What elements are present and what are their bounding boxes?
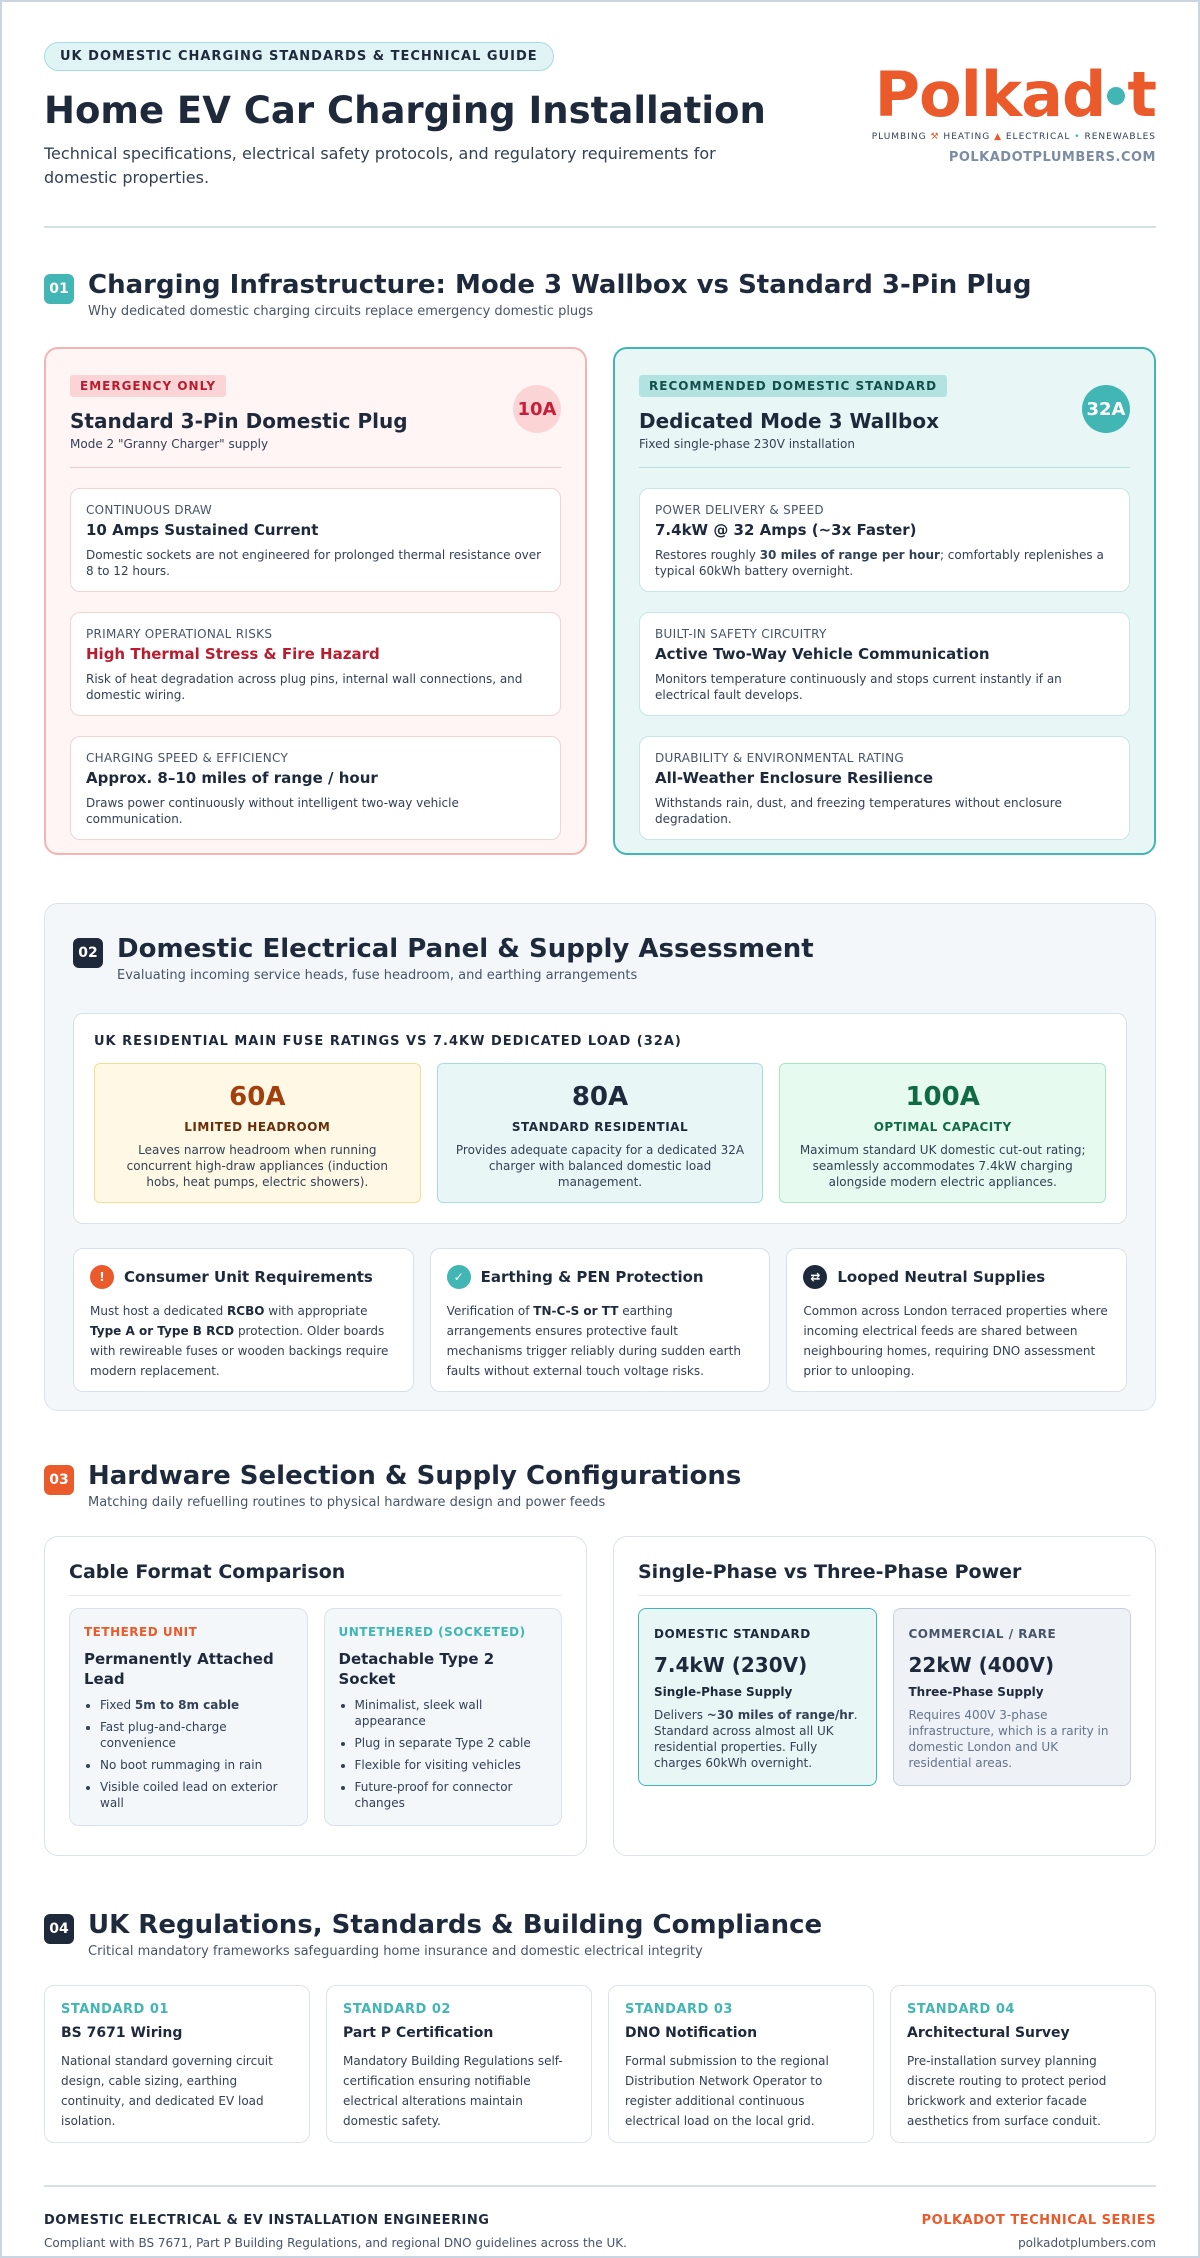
- plug-card: [44, 347, 587, 855]
- list-item: • Visible coiled lead on exterior wall: [100, 1779, 293, 1811]
- hardware-panels: [44, 1536, 1156, 1856]
- fact-label: CHARGING SPEED & EFFICIENCY: [86, 751, 289, 765]
- section-4-heading: [44, 1910, 1156, 1959]
- logo-text-left: Polkad: [874, 58, 1106, 131]
- three-phase-card: [893, 1608, 1132, 1786]
- standard-kicker: STANDARD 04: [907, 2002, 1015, 2017]
- standard-title: BS 7671 Wiring: [61, 2025, 183, 2041]
- polkadot-logo[interactable]: [872, 58, 1156, 131]
- fuse-card-100a: [779, 1063, 1106, 1203]
- fact-label: BUILT-IN SAFETY CIRCUITRY: [655, 627, 827, 641]
- plug-card-header: [70, 375, 561, 468]
- check-icon: ✓: [447, 1265, 471, 1289]
- section-3-heading: [44, 1461, 1156, 1510]
- standard-card-bs7671: [44, 1985, 310, 2143]
- section-2-subtitle: Evaluating incoming service heads, fuse headroom, and earthing arrangements: [117, 968, 638, 983]
- fact-heading: All-Weather Enclosure Resilience: [655, 769, 934, 787]
- fact-text-bold: 30 miles of range per hour: [759, 548, 940, 562]
- fuse-label: LIMITED HEADROOM: [184, 1120, 331, 1134]
- fact-text: [655, 547, 1114, 579]
- phase-type: Single-Phase Supply: [654, 1685, 793, 1699]
- tethered-name: Permanently Attached Lead: [84, 1650, 274, 1688]
- section-2-heading: [73, 934, 1127, 983]
- fact-heading-danger: High Thermal Stress & Fire Hazard: [86, 645, 380, 663]
- fact-card: [70, 612, 561, 716]
- fact-text: Domestic sockets are not engineered for prolonged thermal resistance over 8 to 12 hours.: [86, 548, 542, 578]
- logo-dot-icon: [1107, 87, 1125, 105]
- standard-kicker: STANDARD 01: [61, 2002, 169, 2017]
- plug-card-title: Standard 3-Pin Domestic Plug: [70, 409, 408, 433]
- header: [44, 2, 1156, 190]
- section-1-title: Charging Infrastructure: Mode 3 Wallbox vs Standard 3-Pin Plug: [88, 270, 1032, 300]
- leaf-icon: •: [1074, 132, 1081, 142]
- warning-icon: !: [90, 1265, 114, 1289]
- section-regulations: [44, 1910, 1156, 2143]
- req-text-bold: RCBO: [227, 1304, 265, 1318]
- footer: [44, 2213, 1156, 2250]
- fuse-card-60a: [94, 1063, 421, 1203]
- plug-card-subtitle: Mode 2 "Granny Charger" supply: [70, 437, 269, 451]
- fuse-label: OPTIMAL CAPACITY: [873, 1120, 1012, 1134]
- list-item: • Fast plug-and-charge convenience: [100, 1719, 293, 1751]
- tethered-list: [84, 1697, 293, 1811]
- untethered-list: [339, 1697, 548, 1811]
- flame-icon: ▲: [994, 132, 1002, 142]
- fuse-ratings-panel: [73, 1013, 1127, 1224]
- phase-text-part: . Standard across almost all UK residential properties. Fully charges 60kWh overnight.: [654, 1708, 858, 1770]
- req-text-part: protection. Older boards with rewireable fuses or wooden backings require modern replacement.: [90, 1324, 389, 1378]
- fact-heading: Approx. 8–10 miles of range / hour: [86, 769, 378, 787]
- tag-plumbing: PLUMBING: [871, 132, 927, 142]
- consumer-unit-card: [73, 1248, 414, 1392]
- amp-badge-32a: 32A: [1082, 385, 1130, 433]
- phase-kicker: COMMERCIAL / RARE: [908, 1627, 1057, 1641]
- section-3-subtitle: Matching daily refuelling routines to physical hardware design and power feeds: [88, 1495, 606, 1510]
- standard-kicker: STANDARD 03: [625, 2002, 733, 2017]
- req-text: Common across London terraced properties where incoming electrical feeds are shared between neighbouring homes, requiring DNO assessment prior to unlooping.: [803, 1304, 1108, 1378]
- header-divider: [44, 226, 1156, 228]
- phase-kicker: DOMESTIC STANDARD: [654, 1627, 811, 1641]
- wallbox-card: [613, 347, 1156, 855]
- emergency-only-badge: EMERGENCY ONLY: [70, 375, 226, 397]
- fact-label: POWER DELIVERY & SPEED: [655, 503, 824, 517]
- standard-text: Pre-installation survey planning discrete routing to protect period brickwork and exterior facade aesthetics from surface conduit.: [907, 2054, 1107, 2128]
- phase-power-value: 7.4kW (230V): [654, 1653, 808, 1677]
- fuse-ratings-title: UK RESIDENTIAL MAIN FUSE RATINGS VS 7.4KW DEDICATED LOAD (32A): [94, 1034, 682, 1049]
- list-item: • Minimalist, sleek wall appearance: [355, 1697, 548, 1729]
- list-item: [100, 1697, 293, 1713]
- fact-heading: 10 Amps Sustained Current: [86, 521, 319, 539]
- section-4-number: 04: [44, 1914, 74, 1944]
- phase-power-value: 22kW (400V): [908, 1653, 1055, 1677]
- footer-url-link[interactable]: polkadotplumbers.com: [1018, 2236, 1156, 2250]
- req-title: Earthing & PEN Protection: [480, 1268, 704, 1286]
- standard-text: Formal submission to the regional Distribution Network Operator to register additional continuous electrical load on the local grid.: [625, 2054, 829, 2128]
- tap-icon: ⚒: [930, 132, 940, 142]
- fuse-text: Maximum standard UK domestic cut-out rating; seamlessly accommodates 7.4kW charging alongside modern electric appliances.: [799, 1143, 1086, 1189]
- fuse-value: 80A: [571, 1082, 629, 1112]
- req-text-part: Verification of: [446, 1304, 534, 1318]
- section-panel-assessment: [44, 903, 1156, 1411]
- fact-text: Draws power continuously without intelligent two-way vehicle communication.: [86, 796, 459, 826]
- wallbox-card-header: [639, 375, 1130, 468]
- section-1-subtitle: Why dedicated domestic charging circuits replace emergency domestic plugs: [88, 304, 594, 319]
- section-charging-infrastructure: [44, 270, 1156, 855]
- standard-title: DNO Notification: [625, 2025, 758, 2041]
- req-heading: [447, 1265, 754, 1289]
- cable-format-title: Cable Format Comparison: [69, 1561, 562, 1596]
- fact-card: [639, 488, 1130, 592]
- req-text-bold: TN-C-S or TT: [533, 1304, 619, 1318]
- swap-arrows-icon: ⇄: [803, 1265, 827, 1289]
- fact-label: PRIMARY OPERATIONAL RISKS: [86, 627, 273, 641]
- footer-text: Compliant with BS 7671, Part P Building Regulations, and regional DNO guidelines across the UK.: [44, 2236, 627, 2250]
- req-text-part: Must host a dedicated: [90, 1304, 228, 1318]
- phase-text: Requires 400V 3-phase infrastructure, which is a rarity in domestic London and UK residential areas.: [908, 1708, 1109, 1770]
- untethered-kicker: UNTETHERED (SOCKETED): [338, 1625, 526, 1639]
- req-text-part: with appropriate: [264, 1304, 368, 1318]
- fact-text: Risk of heat degradation across plug pins, internal wall connections, and domestic wiring.: [86, 672, 523, 702]
- fact-text: Monitors temperature continuously and stops current instantly if an electrical fault develops.: [655, 672, 1062, 702]
- fuse-text: Provides adequate capacity for a dedicated 32A charger with balanced domestic load management.: [455, 1143, 745, 1189]
- req-text: [90, 1301, 397, 1381]
- list-item: • No boot rummaging in rain: [100, 1757, 293, 1773]
- phase-power-title: Single-Phase vs Three-Phase Power: [638, 1561, 1131, 1596]
- tethered-card: [69, 1608, 308, 1826]
- section-4-subtitle: Critical mandatory frameworks safeguarding home insurance and domestic electrical integrity: [88, 1944, 703, 1959]
- fuse-text: Leaves narrow headroom when running concurrent high-draw appliances (induction hobs, heat pumps, electric showers).: [126, 1143, 389, 1189]
- req-text-bold: Type A or Type B RCD: [90, 1324, 235, 1338]
- fuse-ratings-row: [94, 1063, 1106, 1203]
- phase-type: Three-Phase Supply: [908, 1685, 1044, 1699]
- earthing-card: [430, 1248, 771, 1392]
- footer-title: DOMESTIC ELECTRICAL & EV INSTALLATION ENGINEERING: [44, 2213, 490, 2228]
- fact-label: DURABILITY & ENVIRONMENTAL RATING: [655, 751, 904, 765]
- cable-format-panel: [44, 1536, 587, 1856]
- phase-text-bold: ~30 miles of range/hr: [706, 1708, 854, 1722]
- recommended-badge: RECOMMENDED DOMESTIC STANDARD: [639, 375, 947, 397]
- brand-url-link[interactable]: POLKADOTPLUMBERS.COM: [948, 150, 1156, 165]
- fact-heading: Active Two-Way Vehicle Communication: [655, 645, 990, 663]
- req-heading: [803, 1265, 1110, 1289]
- req-title: Looped Neutral Supplies: [837, 1268, 1046, 1286]
- fact-label: CONTINUOUS DRAW: [86, 503, 213, 517]
- fact-card: [70, 736, 561, 840]
- requirements-row: [73, 1248, 1127, 1392]
- wallbox-card-subtitle: Fixed single-phase 230V installation: [639, 437, 855, 451]
- standard-text: Mandatory Building Regulations self-certification ensuring notifiable electrical alterations maintain domestic safety.: [343, 2054, 563, 2128]
- page-subtitle: Technical specifications, electrical safety protocols, and regulatory requirements for domestic properties.: [44, 144, 716, 187]
- fact-card: [639, 612, 1130, 716]
- fact-heading: 7.4kW @ 32 Amps (~3x Faster): [655, 521, 917, 539]
- standards-row: [44, 1985, 1156, 2143]
- tag-renewables: RENEWABLES: [1084, 132, 1156, 142]
- standard-card-part-p: [326, 1985, 592, 2143]
- section-2-number: 02: [73, 938, 103, 968]
- req-heading: [90, 1265, 397, 1289]
- req-text: [447, 1301, 754, 1381]
- tag-heating: HEATING: [943, 132, 991, 142]
- phase-cards: [638, 1608, 1131, 1786]
- amp-badge-10a: 10A: [513, 385, 561, 433]
- tag-electrical: ELECTRICAL: [1005, 132, 1071, 142]
- untethered-name: Detachable Type 2 Socket: [338, 1650, 495, 1688]
- logo-text-right: t: [1127, 58, 1156, 131]
- footer-divider: [44, 2185, 1156, 2187]
- section-2-title: Domestic Electrical Panel & Supply Assessment: [117, 934, 814, 964]
- standard-card-dno: [608, 1985, 874, 2143]
- section-hardware: [44, 1461, 1156, 1856]
- cable-cards: [69, 1608, 562, 1826]
- req-text-part: earthing arrangements ensures protective fault mechanisms trigger reliably during sudden earth faults without external touch voltage risks.: [446, 1304, 741, 1378]
- page-title: Home EV Car Charging Installation: [44, 89, 766, 132]
- charger-comparison: [44, 347, 1156, 855]
- list-item: • Flexible for visiting vehicles: [355, 1757, 548, 1773]
- phase-text: [654, 1707, 861, 1771]
- looped-neutral-card: [786, 1248, 1127, 1392]
- section-3-title: Hardware Selection & Supply Configurations: [88, 1461, 742, 1491]
- footer-series: POLKADOT TECHNICAL SERIES: [921, 2213, 1156, 2228]
- header-text: [44, 42, 766, 190]
- section-1-number: 01: [44, 274, 74, 304]
- standard-title: Part P Certification: [343, 2025, 494, 2041]
- standard-text: National standard governing circuit design, cable sizing, earthing continuity, and dedicated EV load isolation.: [61, 2054, 273, 2128]
- fact-text: Withstands rain, dust, and freezing temperatures without enclosure degradation.: [655, 796, 1062, 826]
- section-3-number: 03: [44, 1465, 74, 1495]
- untethered-card: [324, 1608, 563, 1826]
- section-1-heading: [44, 270, 1156, 319]
- guide-badge: UK DOMESTIC CHARGING STANDARDS & TECHNICAL GUIDE: [44, 42, 554, 71]
- phase-power-panel: [613, 1536, 1156, 1856]
- logo-tagline: [872, 132, 1156, 142]
- standard-kicker: STANDARD 02: [343, 2002, 451, 2017]
- phase-text-part: Delivers: [654, 1708, 707, 1722]
- fuse-value: 100A: [905, 1082, 980, 1112]
- section-4-title: UK Regulations, Standards & Building Compliance: [88, 1910, 823, 1940]
- list-item: • Plug in separate Type 2 cable: [355, 1735, 548, 1751]
- fuse-label: STANDARD RESIDENTIAL: [511, 1120, 689, 1134]
- list-item-bold: 5m to 8m cable: [134, 1698, 240, 1712]
- brand-block[interactable]: [872, 42, 1156, 190]
- wallbox-card-title: Dedicated Mode 3 Wallbox: [639, 409, 939, 433]
- tethered-kicker: TETHERED UNIT: [84, 1625, 198, 1639]
- fuse-card-80a: [437, 1063, 764, 1203]
- list-item: • Future-proof for connector changes: [355, 1779, 548, 1811]
- standard-title: Architectural Survey: [907, 2025, 1070, 2041]
- standard-card-survey: [890, 1985, 1156, 2143]
- fact-card: [70, 488, 561, 592]
- req-title: Consumer Unit Requirements: [124, 1268, 373, 1286]
- single-phase-card: [638, 1608, 877, 1786]
- fact-text-part: ; comfortably replenishes a typical 60kWh battery overnight.: [655, 548, 1104, 578]
- fact-text-part: Restores roughly: [655, 548, 760, 562]
- list-item-text: Fixed: [100, 1698, 135, 1712]
- fact-card: [639, 736, 1130, 840]
- fuse-value: 60A: [229, 1082, 286, 1112]
